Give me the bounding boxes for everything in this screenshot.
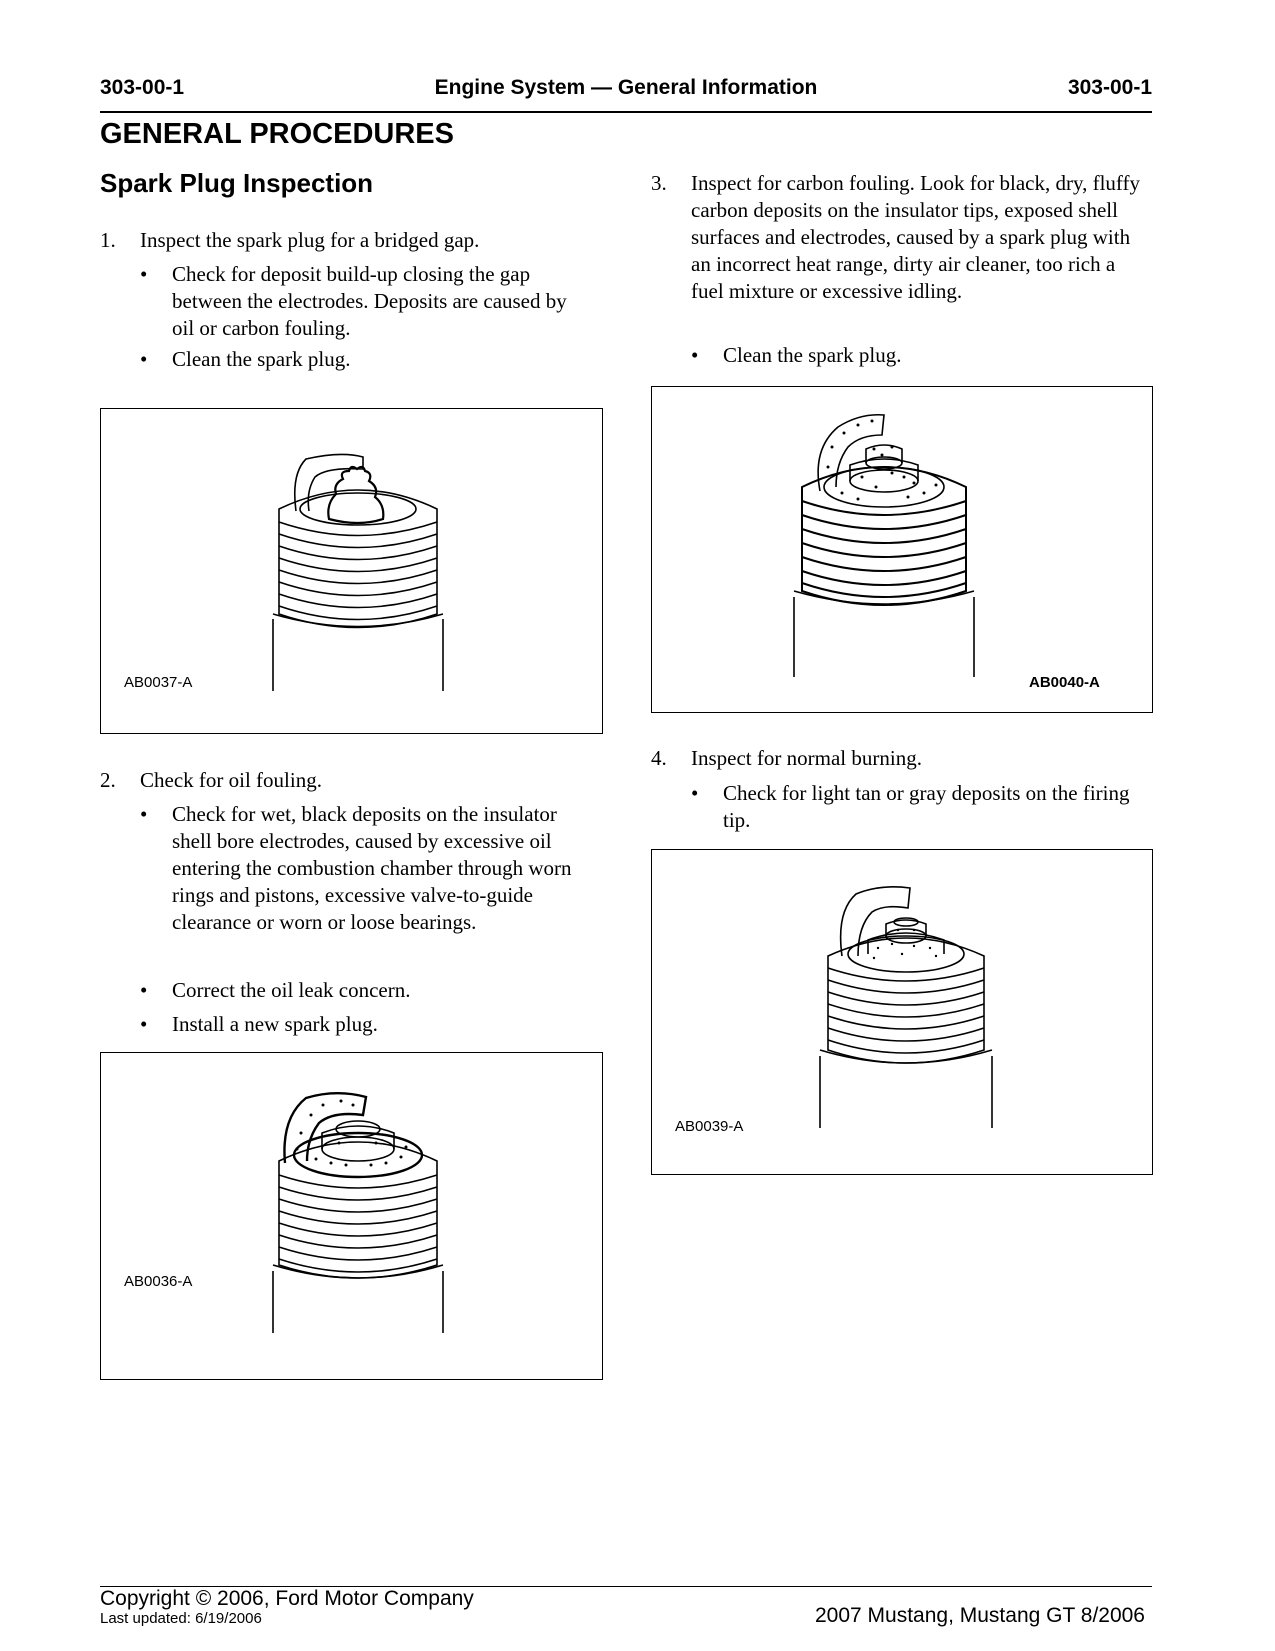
- figure-code: AB0040-A: [1029, 674, 1100, 691]
- bullet-text: Install a new spark plug.: [172, 1012, 378, 1036]
- step-number: 2.: [100, 768, 116, 792]
- figure-code: AB0036-A: [124, 1273, 193, 1290]
- bullet-symbol: •: [140, 802, 148, 826]
- bullet-symbol: •: [691, 781, 699, 805]
- header-title: Engine System — General Information: [434, 76, 818, 99]
- figure-carbon-fouling: [651, 386, 1153, 713]
- bullet-text: Check for light tan or gray deposits on the firing tip.: [723, 781, 1130, 832]
- page-header: [100, 76, 1152, 106]
- bullet-symbol: •: [140, 1012, 148, 1036]
- spark-plug-carbon-fouled-illustration: [652, 387, 1152, 712]
- header-section-number-right: 303-00-1: [1067, 76, 1152, 99]
- bullet-symbol: •: [140, 978, 148, 1002]
- step-number: 1.: [100, 228, 116, 252]
- bullet-text: Check for wet, black deposits on the insulator shell bore electrodes, caused by excessive oil entering the combustion chamber through worn rings and pistons, excessive valve-to-guide clearance or worn or loose bearings.: [172, 802, 572, 934]
- header-section-number-left: 303-00-1: [100, 76, 185, 99]
- figure-oil-fouling: [100, 1052, 603, 1380]
- bullet-symbol: •: [140, 262, 148, 286]
- bullet-symbol: •: [140, 347, 148, 371]
- step-number: 4.: [651, 746, 667, 770]
- footer-model: 2007 Mustang, Mustang GT 8/2006: [815, 1604, 1145, 1627]
- footer-copyright: Copyright © 2006, Ford Motor Company: [100, 1587, 474, 1610]
- bullet-text: Correct the oil leak concern.: [172, 978, 411, 1002]
- footer-last-updated: Last updated: 6/19/2006: [100, 1610, 262, 1627]
- step-text: Inspect for carbon fouling. Look for black, dry, fluffy carbon deposits on the insulator tips, exposed shell surfaces and electrodes, caused by a spark plug with an incorrect heat range, dirty air cleaner, too rich a fuel mixture or excessive idling.: [691, 171, 1141, 303]
- step-text: Check for oil fouling.: [140, 768, 322, 792]
- subsection-title: Spark Plug Inspection: [100, 168, 374, 198]
- bullet-text: Clean the spark plug.: [172, 347, 351, 371]
- header-rule: [100, 111, 1152, 113]
- figure-normal-burning: [651, 849, 1153, 1175]
- figure-bridged-gap: [100, 408, 603, 734]
- figure-code: AB0037-A: [124, 674, 193, 691]
- bullet-text: Clean the spark plug.: [723, 343, 902, 367]
- bullet-symbol: •: [691, 343, 699, 367]
- step-text: Inspect for normal burning.: [691, 746, 922, 770]
- step-text: Inspect the spark plug for a bridged gap.: [140, 228, 480, 252]
- step-number: 3.: [651, 171, 667, 195]
- section-title: GENERAL PROCEDURES: [100, 118, 454, 150]
- bullet-text: Check for deposit build-up closing the gap between the electrodes. Deposits are caused by oil or carbon fouling.: [172, 262, 567, 340]
- figure-code: AB0039-A: [675, 1118, 744, 1135]
- spark-plug-oil-fouled-illustration: [101, 1053, 602, 1379]
